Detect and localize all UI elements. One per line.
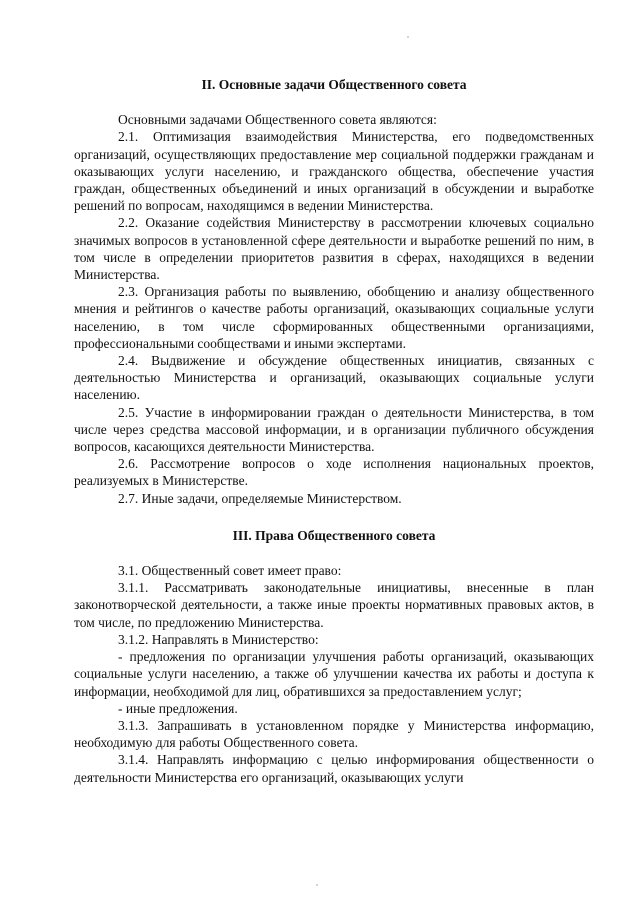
paragraph-2-4: 2.4. Выдвижение и обсуждение общественных инициатив, связанных с деятельностью Министерства и организаций, оказывающих социальные услуги населению. — [74, 353, 594, 403]
paragraph-3-1-2: 3.1.2. Направлять в Министерство: — [118, 631, 319, 647]
section-3-heading: III. Права Общественного совета — [232, 527, 436, 543]
section-2-intro: Основными задачами Общественного совета являются: — [118, 112, 437, 128]
paragraph-2-3: 2.3. Организация работы по выявлению, обобщению и анализу общественного мнения и рейтингов о качестве работы организаций, оказывающих социальные услуги населению, в том числе сформированных общественными организациями, профессиональными сообществами и иными экспертами. — [74, 284, 594, 351]
paragraph-2-7: 2.7. Иные задачи, определяемые Министерством. — [118, 490, 402, 506]
scan-speck — [407, 36, 409, 38]
scan-speck — [316, 884, 318, 886]
paragraph-3-1: 3.1. Общественный совет имеет право: — [118, 563, 342, 579]
paragraph-3-1-3: 3.1.3. Запрашивать в установленном порядке у Министерства информацию, необходимую для работы Общественного совета. — [74, 717, 594, 751]
paragraph-2-2: 2.2. Оказание содействия Министерству в рассмотрении ключевых социально значимых вопросов в установленной сфере деятельности и выработке решений по ним, в том числе в определении приоритетов развития в сферах, находящихся в ведении Министерства. — [74, 215, 594, 283]
paragraph-3-1-4: 3.1.4. Направлять информацию с целью информирования общественности о деятельности Министерства его организаций, оказывающих услуги — [74, 752, 594, 785]
list-item-other: - иные предложения. — [118, 700, 238, 716]
list-item-proposals: - предложения по организации улучшения работы организаций, оказывающих социальные услуги населению, а также об улучшении качества их работы и доступа к информации, необходимой для лиц, обратившихся за предоставлением услуг; — [74, 649, 594, 699]
paragraph-3-1-1: 3.1.1. Рассматривать законодательные инициативы, внесенные в план законотворческой деятельности, а также иные проекты нормативных правовых актов, в том числе, по предложению Министерства. — [74, 580, 594, 630]
paragraph-2-6: 2.6. Рассмотрение вопросов о ходе исполнения национальных проектов, реализуемых в Министерстве. — [74, 456, 594, 489]
document-page — [74, 66, 594, 786]
section-2-heading: II. Основные задачи Общественного совета — [201, 77, 467, 92]
paragraph-2-1: 2.1. Оптимизация взаимодействия Министерства, его подведомственных организаций, осуществляющих предоставление мер социальной поддержки гражданам и оказывающих услуги населению, и гражданского общества, обеспечение участия граждан, общественных объединений и иных организаций в обсуждении и выработке решений по вопросам, находящимся в ведении Министерства. — [74, 129, 594, 214]
paragraph-2-5: 2.5. Участие в информировании граждан о деятельности Министерства, в том числе через средства массовой информации, и в организации публичного обсуждения вопросов, касающихся деятельности Министерства. — [74, 404, 594, 455]
